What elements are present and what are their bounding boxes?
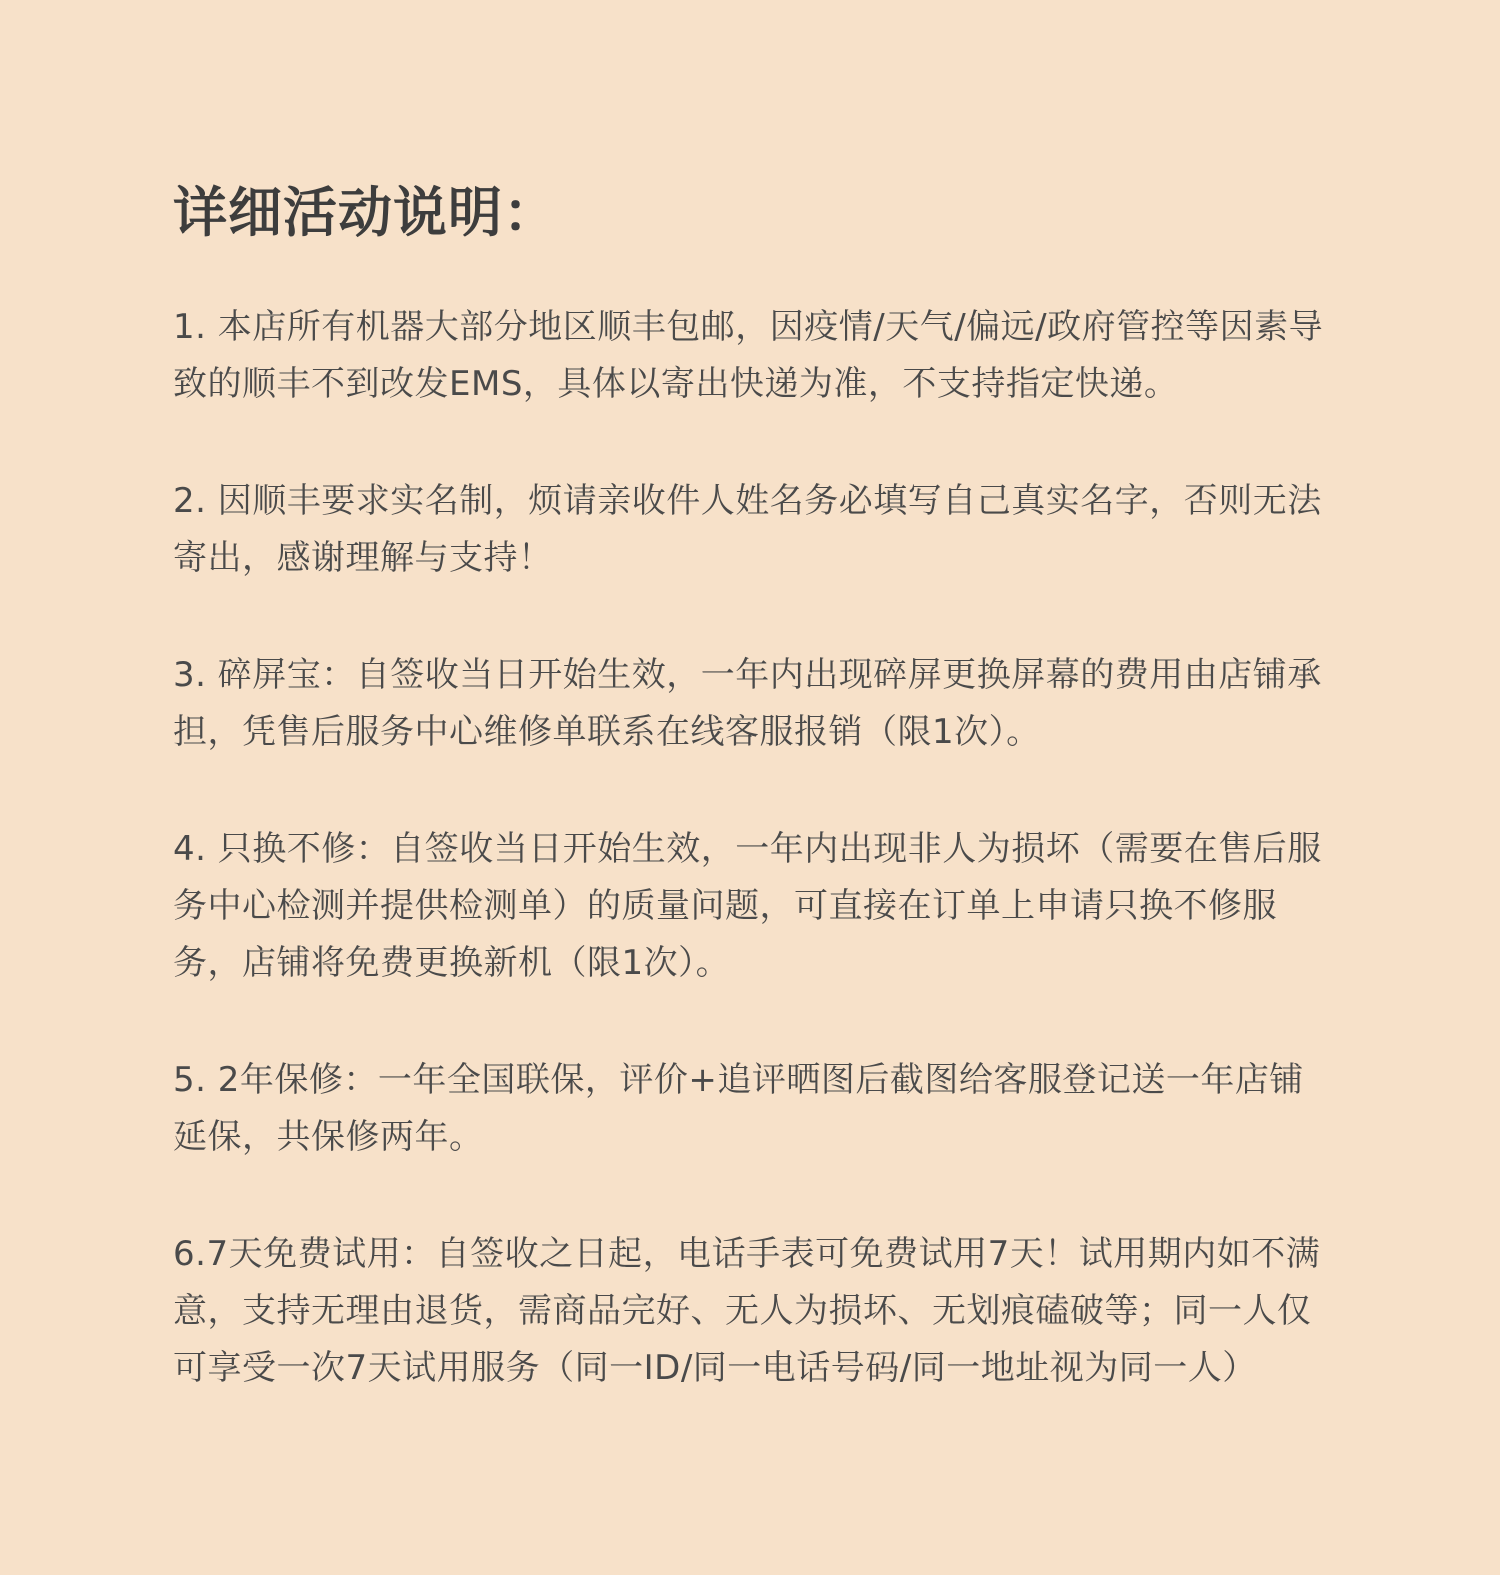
rule-two-year-warranty: 5. 2年保修：一年全国联保，评价+追评晒图后截图给客服登记送一年店铺延保，共保修两年。	[173, 1060, 1304, 1157]
activity-description-content	[173, 175, 1328, 1397]
activity-rules-list	[173, 299, 1328, 1397]
rule-seven-day-trial: 6.7天免费试用：自签收之日起，电话手表可免费试用7天！试用期内如不满意，支持无理由退货，需商品完好、无人为损坏、无划痕磕破等；同一人仅可享受一次7天试用服务（同一ID/同一电话号码/同一地址视为同一人）	[173, 1234, 1321, 1388]
rule-screen-protection: 3. 碎屏宝：自签收当日开始生效，一年内出现碎屏更换屏幕的费用由店铺承担，凭售后服务中心维修单联系在线客服报销（限1次）。	[173, 655, 1322, 752]
rule-replace-not-repair: 4. 只换不修：自签收当日开始生效，一年内出现非人为损坏（需要在售后服务中心检测并提供检测单）的质量问题，可直接在订单上申请只换不修服务，店铺将免费更换新机（限1次）。	[173, 829, 1322, 983]
page-title: 详细活动说明：	[173, 181, 558, 244]
rule-shipping: 1. 本店所有机器大部分地区顺丰包邮，因疫情/天气/偏远/政府管控等因素导致的顺丰不到改发EMS，具体以寄出快递为准，不支持指定快递。	[173, 307, 1324, 404]
rule-real-name: 2. 因顺丰要求实名制，烦请亲收件人姓名务必填写自己真实名字，否则无法寄出，感谢理解与支持！	[173, 481, 1322, 578]
